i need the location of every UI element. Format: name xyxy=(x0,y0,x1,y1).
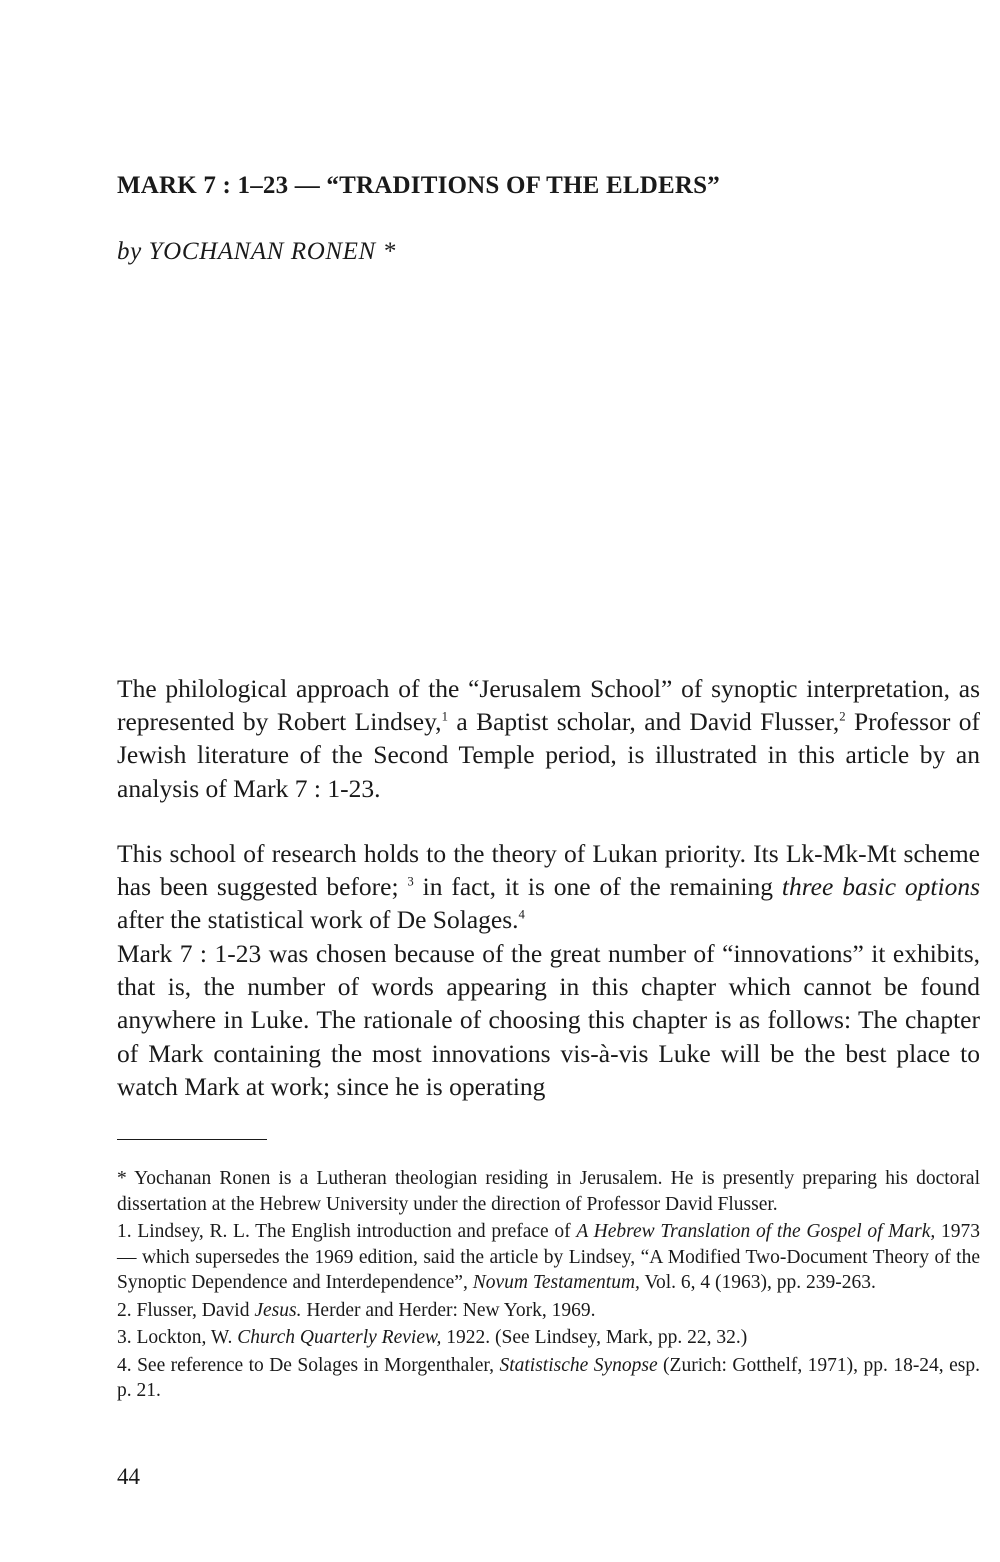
footnote-4 xyxy=(117,1353,980,1404)
footnote-ref-4: 4 xyxy=(518,907,525,922)
author-footnote-mark: * xyxy=(382,238,396,265)
footnote-italic: A Hebrew Translation of the Gospel of Mark, xyxy=(576,1221,936,1242)
footnote-divider xyxy=(117,1139,267,1140)
footnote-italic: Jesus. xyxy=(254,1299,302,1321)
footnote-text: 2. Flusser, David xyxy=(117,1299,255,1321)
article-title: MARK 7 : 1–23 — “TRADITIONS OF THE ELDERS” xyxy=(117,172,720,199)
body-paragraph-1 xyxy=(117,672,980,805)
footnote-text: 3. Lockton, W. xyxy=(117,1327,238,1348)
paragraph-text: after the statistical work of De Solages. xyxy=(117,905,519,935)
footnote-italic: Church Quarterly Review, xyxy=(237,1327,442,1348)
footnotes xyxy=(117,1166,980,1404)
body-paragraph-2 xyxy=(117,837,980,937)
paragraph-text: a Baptist scholar, and David Flusser, xyxy=(447,707,840,737)
footnote-text: (Zurich: Gotthelf, 1971), pp. 18-24, esp. p. 21. xyxy=(117,1354,980,1401)
footnote-ref-2: 2 xyxy=(839,709,846,724)
footnote-text: 1922. (See Lindsey, Mark, pp. 22, 32.) xyxy=(441,1327,748,1348)
footnote-2 xyxy=(117,1298,980,1324)
author-byline xyxy=(117,238,396,266)
byline-prefix: by xyxy=(117,238,142,265)
footnote-text: Vol. 6, 4 (1963), pp. 239-263. xyxy=(639,1272,876,1293)
paragraph-text: The philological approach of the “Jerusalem School” of synoptic interpretation, as represented by Robert Lindsey, xyxy=(117,674,980,737)
paragraph-text: Professor of Jewish literature of the Second Temple period, is illustrated in this article by an analysis of Mark 7 : 1-23. xyxy=(117,707,980,803)
body-paragraph-3: Mark 7 : 1-23 was chosen because of the great number of “innovations” it exhibits, that is, the number of words appearing in this chapter which cannot be found anywhere in Luke. The rationale of choosing this chapter is as follows: The chapter of Mark containing the most innovations vis-à-vis Luke will be the best place to watch Mark at work; since he is operating xyxy=(117,939,980,1101)
footnote-1 xyxy=(117,1219,980,1296)
footnote-ref-1: 1 xyxy=(441,709,448,724)
footnote-3 xyxy=(117,1325,980,1351)
footnote-text: 1. Lindsey, R. L. The English introduction and preface of xyxy=(117,1221,577,1242)
footnote-author: * Yochanan Ronen is a Lutheran theologian residing in Jerusalem. He is presently preparing his doctoral dissertation at the Hebrew University under the direction of Professor David Flusser. xyxy=(117,1168,980,1215)
emphasis-text: three basic options xyxy=(781,872,980,902)
footnote-italic: Statistische Synopse xyxy=(499,1354,658,1376)
page-number: 44 xyxy=(117,1464,140,1489)
paragraph-text: This school of research holds to the theory of Lukan priority. Its Lk-Mk-Mt scheme has been suggested before; xyxy=(117,839,980,902)
footnote-ref-3: 3 xyxy=(407,874,414,889)
footnote-text: 4. See reference to De Solages in Morgenthaler, xyxy=(117,1354,500,1376)
footnote-text: Herder and Herder: New York, 1969. xyxy=(301,1299,596,1321)
paragraph-text: in fact, it is one of the remaining xyxy=(413,872,782,902)
author-name: YOCHANAN RONEN xyxy=(148,238,376,265)
footnote-italic: Novum Testamentum, xyxy=(472,1272,640,1293)
footnote-text: 1973 — which supersedes the 1969 edition, said the article by Lindsey, “A Modified Two-Document Theory of the Synoptic Dependence and Interdependence”, xyxy=(117,1221,980,1293)
